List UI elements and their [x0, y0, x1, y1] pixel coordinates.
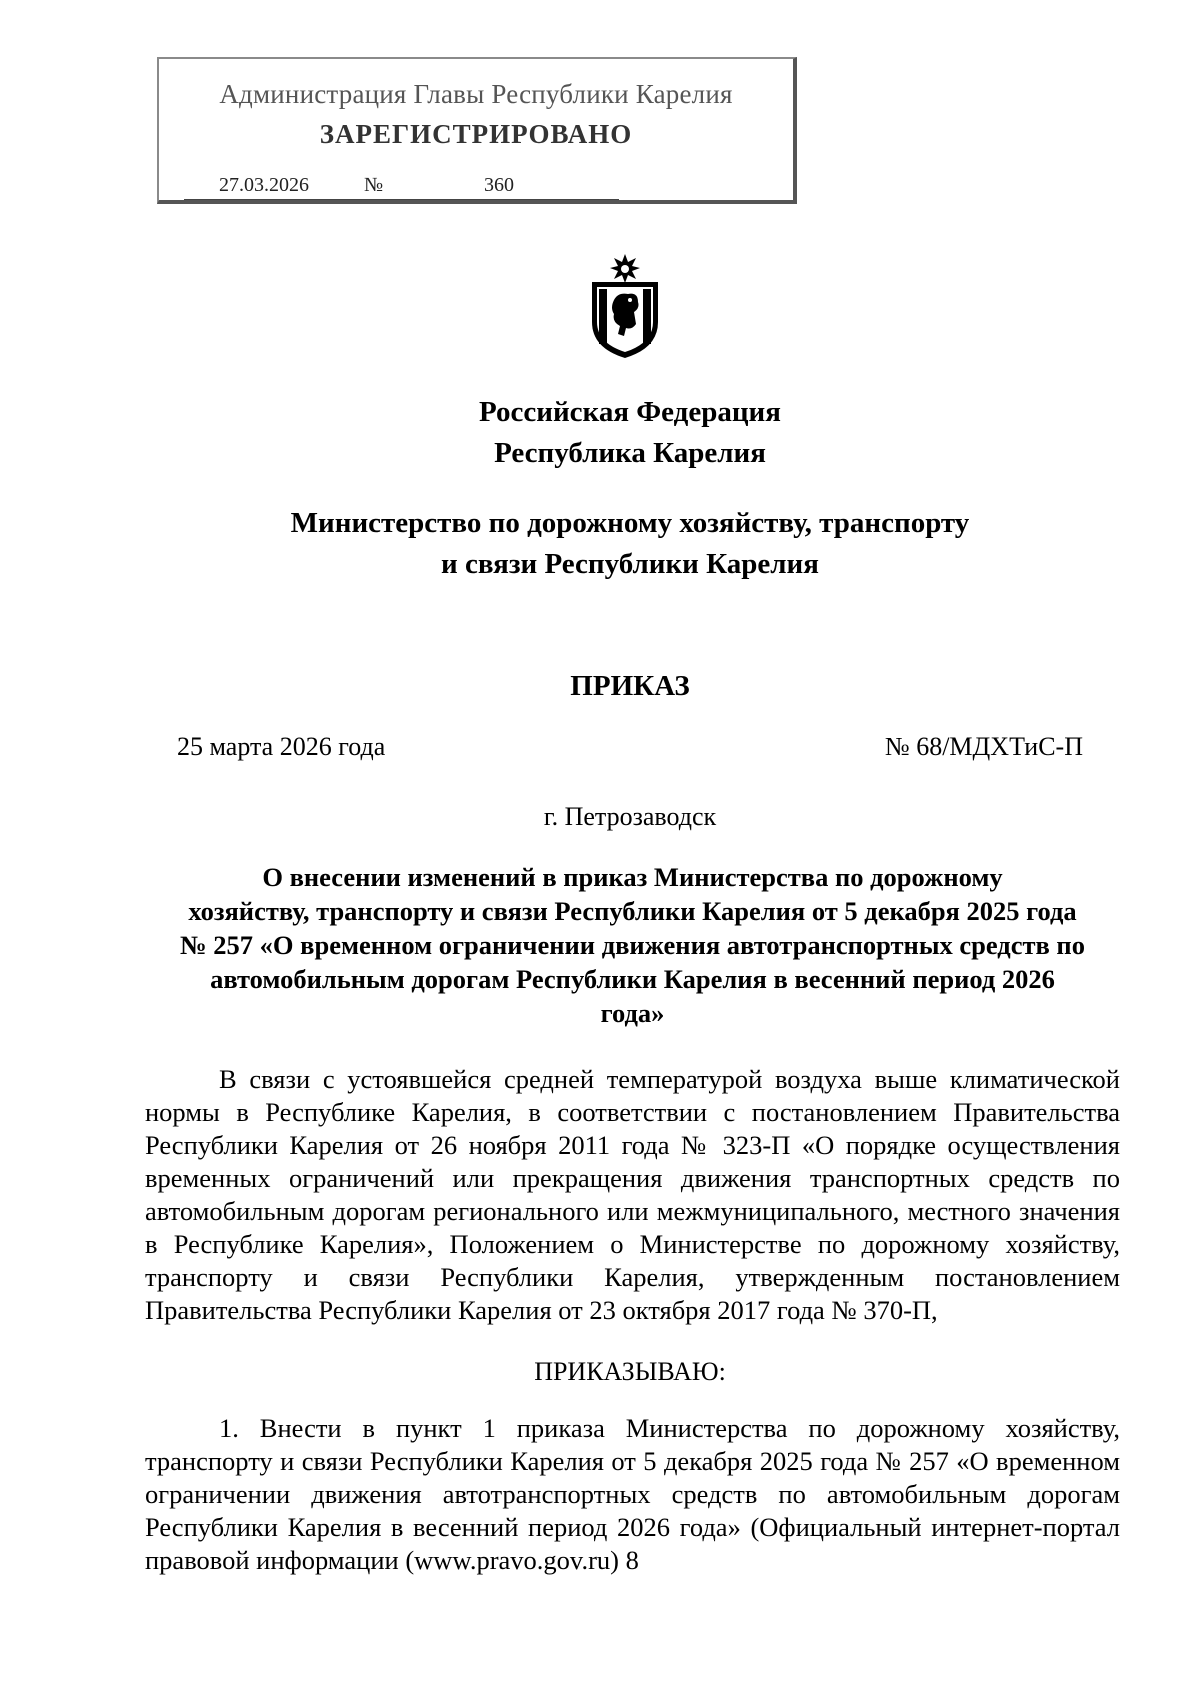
order-city: г. Петрозаводск	[543, 802, 717, 831]
order-subject	[145, 860, 1120, 1030]
subject-line: О внесении изменений в приказ Министерства по дорожному	[262, 862, 1003, 892]
ministry-title-line1: Министерство по дорожному хозяйству, транспорту	[290, 507, 970, 539]
stamp-number: 360	[484, 174, 514, 196]
coat-of-arms-karelia-icon	[582, 252, 668, 360]
decree-word: ПРИКАЗЫВАЮ:	[534, 1357, 726, 1386]
stamp-organization: Администрация Главы Республики Карелия	[219, 79, 733, 109]
stamp-number-label: №	[364, 174, 384, 196]
item-1-text: 1. Внести в пункт 1 приказа Министерства по дорожному хозяйству, транспорту и связи Республики Карелия от 5 декабря 2025 года № 257 «О временном ограничении движения автотранспортных средств по автомобильным дорогам Республики Карелия в весенний период 2026 года» (Официальный интернет-портал правовой информации (www.pravo.gov.ru) 8	[145, 1413, 1120, 1575]
subject-line: хозяйству, транспорту и связи Республики Карелия от 5 декабря 2025 года	[188, 896, 1077, 926]
preamble-paragraph	[145, 1063, 1120, 1327]
country-title: Российская Федерация	[479, 396, 781, 428]
order-date: 25 марта 2026 года	[177, 732, 386, 761]
stamp-status: ЗАРЕГИСТРИРОВАНО	[319, 119, 633, 149]
item-1-paragraph	[145, 1412, 1120, 1577]
subject-line: года»	[600, 998, 665, 1028]
region-title: Республика Карелия	[494, 437, 766, 469]
order-number: № 68/МДХТиС-П	[884, 732, 1083, 761]
stamp-date: 27.03.2026	[219, 174, 309, 196]
preamble-text: В связи с устоявшейся средней температурой воздуха выше климатической нормы в Республике Карелия, в соответствии с постановлением Правительства Республики Карелия от 26 ноября 2011 года № 323-П «О порядке осуществления временных ограничений или прекращения движения транспортных средств по автомобильным дорогам регионального или межмуниципального, местного значения в Республике Карелия», Положением о Министерстве по дорожному хозяйству, транспорту и связи Республики Карелия, утвержденным постановлением Правительства Республики Карелия от 23 октября 2017 года № 370-П,	[145, 1064, 1120, 1325]
stamp-registration-line	[184, 171, 619, 200]
ministry-title-line2: и связи Республики Карелия	[441, 548, 819, 580]
subject-line: автомобильным дорогам Республики Карелия в весенний период 2026	[210, 964, 1055, 994]
document-title: ПРИКАЗ	[570, 670, 690, 702]
registration-stamp	[157, 57, 797, 204]
subject-line: № 257 «О временном ограничении движения автотранспортных средств по	[180, 930, 1085, 960]
